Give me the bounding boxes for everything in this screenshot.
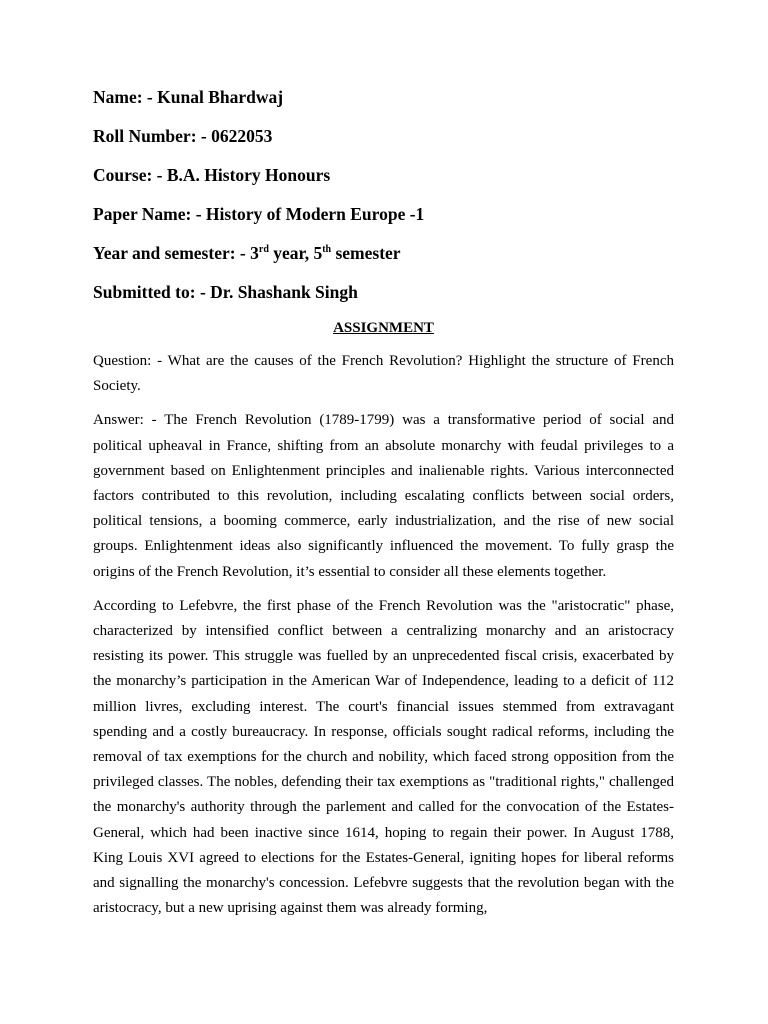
assignment-heading: ASSIGNMENT [333,320,434,336]
paper-name-line: Paper Name: - History of Modern Europe -1 [93,204,425,224]
answer-paragraph-1: Answer: - The French Revolution (1789-1799) was a transformative period of social and political upheaval in France, shifting from an absolute monarchy with feudal privileges to a government based on Enlightenment principles and inalienable rights. Various interconnected factors contributed to this revolution, including escalating conflicts between social orders, political tensions, a booming commerce, early industrialization, and the rise of new social groups. Enlightenment ideas also significantly influenced the movement. To fully grasp the origins of the French Revolution, it’s essential to consider all these elements together. [93,412,674,580]
ordinal-superscript-rd: rd [258,244,269,255]
year-semester-prefix: Year and semester: - 3 [93,243,259,263]
ordinal-superscript-th: th [322,244,332,255]
answer-paragraph-2: According to Lefebvre, the first phase of the French Revolution was the "aristocratic" phase, characterized by intensified conflict between a centralizing monarchy and an aristocracy resisting its power. This struggle was fuelled by an unprecedented fiscal crisis, exacerbated by the monarchy’s participation in the American War of Independence, leading to a deficit of 112 million livres, excluding interest. The court's financial issues stemmed from extravagant spending and a costly bureaucracy. In response, officials sought radical reforms, including the removal of tax exemptions for the church and nobility, which faced strong opposition from the privileged classes. The nobles, defending their tax exemptions as "traditional rights," challenged the monarchy's authority through the parlement and called for the convocation of the Estates-General, which had been inactive since 1614, hoping to regain their power. In August 1788, King Louis XVI agreed to elections for the Estates-General, igniting hopes for liberal reforms and signalling the monarchy's concession. Lefebvre suggests that the revolution began with the aristocracy, but a new uprising against them was already forming, [93,597,674,917]
year-semester-suffix: semester [331,243,401,263]
course-line: Course: - B.A. History Honours [93,165,331,185]
document-page [93,84,674,930]
student-name-line: Name: - Kunal Bhardwaj [93,87,284,107]
year-semester-line [93,240,674,266]
question-paragraph: Question: - What are the causes of the French Revolution? Highlight the structure of French Society. [93,353,674,395]
roll-number-line: Roll Number: - 0622053 [93,126,273,146]
submitted-to-line: Submitted to: - Dr. Shashank Singh [93,282,358,302]
year-semester-middle: year, 5 [268,243,323,263]
